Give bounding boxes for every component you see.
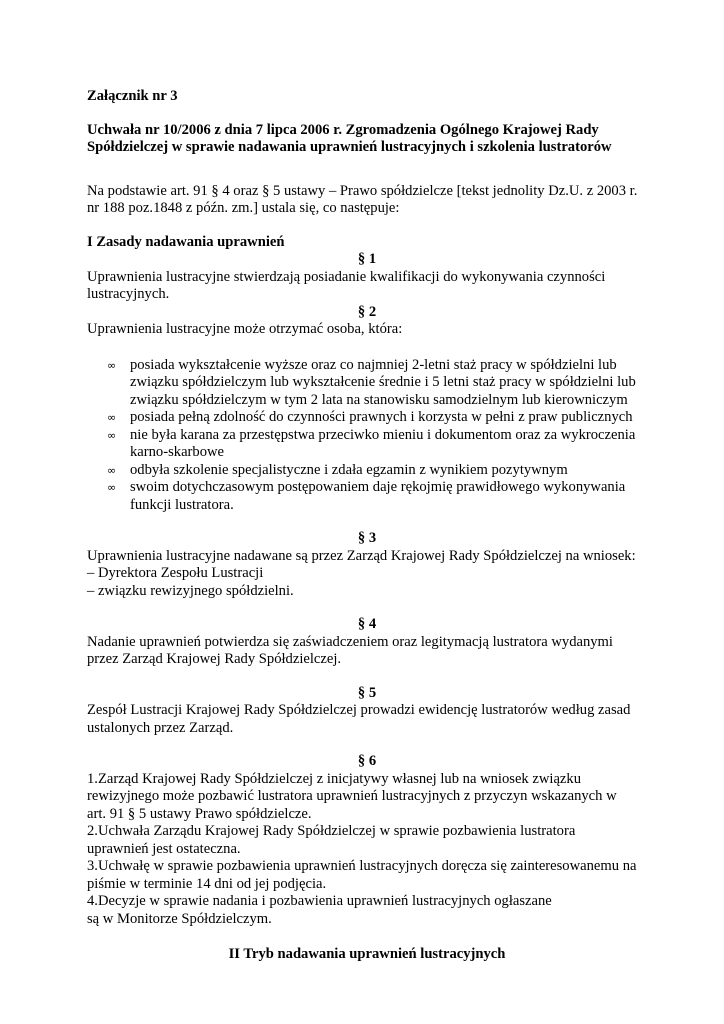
list-item-line: związku spółdzielczym w tym 2 lata na stanowisku samodzielnym lub kierowniczym <box>130 391 628 408</box>
list-item-line: odbyła szkolenie specjalistyczne i zdała egzamin z wynikiem pozytywnym <box>130 461 568 478</box>
title-line-2: Spółdzielczej w sprawie nadawania uprawnień lustracyjnych i szkolenia lustratorów <box>87 139 612 155</box>
paragraph-1-line-2: lustracyjnych. <box>87 286 170 302</box>
paragraph-4-line-2: przez Zarząd Krajowej Rady Spółdzielczej. <box>87 651 342 667</box>
paragraph-6-sign: § 6 <box>357 753 377 769</box>
paragraph-2-sign: § 2 <box>357 303 377 320</box>
infinity-bullet-icon: ∞ <box>107 481 117 494</box>
paragraph-6-line: 2.Uchwała Zarządu Krajowej Rady Spółdzielczej w sprawie pozbawienia lustratora <box>87 823 576 839</box>
paragraph-6-line: 1.Zarząd Krajowej Rady Spółdzielczej z inicjatywy własnej lub na wniosek związku <box>87 770 581 787</box>
paragraph-6-line: uprawnień jest ostateczna. <box>87 840 241 857</box>
spacer <box>87 600 647 616</box>
resolution-title <box>87 122 647 157</box>
paragraph-6-line: są w Monitorze Spółdzielczym. <box>87 910 272 927</box>
attachment-label: Załącznik nr 3 <box>87 88 178 104</box>
paragraph-6-line: 4.Decyzje w sprawie nadania i pozbawienia uprawnień lustracyjnych ogłaszane <box>87 893 552 909</box>
basis-line-2: nr 188 poz.1848 z późn. zm.] ustala się, co następuje: <box>87 200 400 216</box>
paragraph-5-line-2: ustalonych przez Zarząd. <box>87 719 234 736</box>
list-item-line: związku spółdzielczym lub wykształcenie średnie i 5 letni staż pracy w spółdzielni lub <box>130 374 636 390</box>
spacer <box>87 737 647 753</box>
infinity-bullet-icon: ∞ <box>107 411 117 424</box>
paragraph-2-intro: Uprawnienia lustracyjne może otrzymać osoba, która: <box>87 321 403 337</box>
list-item <box>87 409 647 427</box>
paragraph-5-line-1: Zespół Lustracji Krajowej Rady Spółdzielczej prowadzi ewidencję lustratorów według zasad <box>87 702 631 718</box>
list-item-line: posiada pełną zdolność do czynności prawnych i korzysta w pełni z praw publicznych <box>130 409 633 425</box>
requirements-list <box>87 357 647 515</box>
list-item-line: funkcji lustratora. <box>130 496 234 513</box>
title-line-1: Uchwała nr 10/2006 z dnia 7 lipca 2006 r. Zgromadzenia Ogólnego Krajowej Rady <box>87 121 599 138</box>
infinity-bullet-icon: ∞ <box>107 428 117 442</box>
list-item <box>87 462 647 480</box>
list-item <box>87 479 647 514</box>
list-item <box>87 357 647 410</box>
paragraph-3-sign: § 3 <box>357 530 377 546</box>
paragraph-3-line-3: – związku rewizyjnego spółdzielni. <box>87 582 294 599</box>
paragraph-3-line-1: Uprawnienia lustracyjne nadawane są przez Zarząd Krajowej Rady Spółdzielczej na wniosek: <box>87 547 636 564</box>
list-item-line: karno-skarbowe <box>130 444 225 460</box>
list-item-line: nie była karana za przestępstwa przeciwko mieniu i dokumentom oraz za wykroczenia <box>130 426 636 443</box>
paragraph-6-line: art. 91 § 5 ustawy Prawo spółdzielcze. <box>87 805 312 822</box>
list-item-line: posiada wykształcenie wyższe oraz co najmniej 2-letni staż pracy w spółdzielni lub <box>130 356 617 373</box>
paragraph-5-sign: § 5 <box>357 684 377 701</box>
paragraph-6-line: 3.Uchwałę w sprawie pozbawienia uprawnień lustracyjnych doręcza się zainteresowanemu na <box>87 858 637 874</box>
infinity-bullet-icon: ∞ <box>107 358 117 372</box>
paragraph-4-line-1: Nadanie uprawnień potwierdza się zaświadczeniem oraz legitymacją lustratora wydanymi <box>87 633 613 650</box>
list-item-line: swoim dotychczasowym postępowaniem daje rękojmię prawidłowego wykonywania <box>130 479 626 495</box>
spacer <box>87 669 647 685</box>
paragraph-6-line: rewizyjnego może pozbawić lustratora uprawnień lustracyjnych z przyczyn wskazanych w <box>87 788 617 804</box>
spacer <box>87 514 647 530</box>
basis-line-1: Na podstawie art. 91 § 4 oraz § 5 ustawy – Prawo spółdzielcze [tekst jednolity Dz.U. z 2003 r. <box>87 182 638 199</box>
section-1-heading: I Zasady nadawania uprawnień <box>87 233 285 250</box>
paragraph-4-sign: § 4 <box>357 616 377 632</box>
paragraph-1-sign: § 1 <box>357 251 377 267</box>
list-item <box>87 427 647 462</box>
legal-basis <box>87 183 647 218</box>
document-page <box>87 88 647 964</box>
paragraph-1-line-1: Uprawnienia lustracyjne stwierdzają posiadanie kwalifikacji do wykonywania czynności <box>87 268 606 285</box>
paragraph-3-line-2: – Dyrektora Zespołu Lustracji <box>87 565 264 581</box>
section-2-heading: II Tryb nadawania uprawnień lustracyjnych <box>228 946 506 962</box>
infinity-bullet-icon: ∞ <box>107 463 117 477</box>
paragraph-6-line: piśmie w terminie 14 dni od jej podjęcia. <box>87 875 327 892</box>
